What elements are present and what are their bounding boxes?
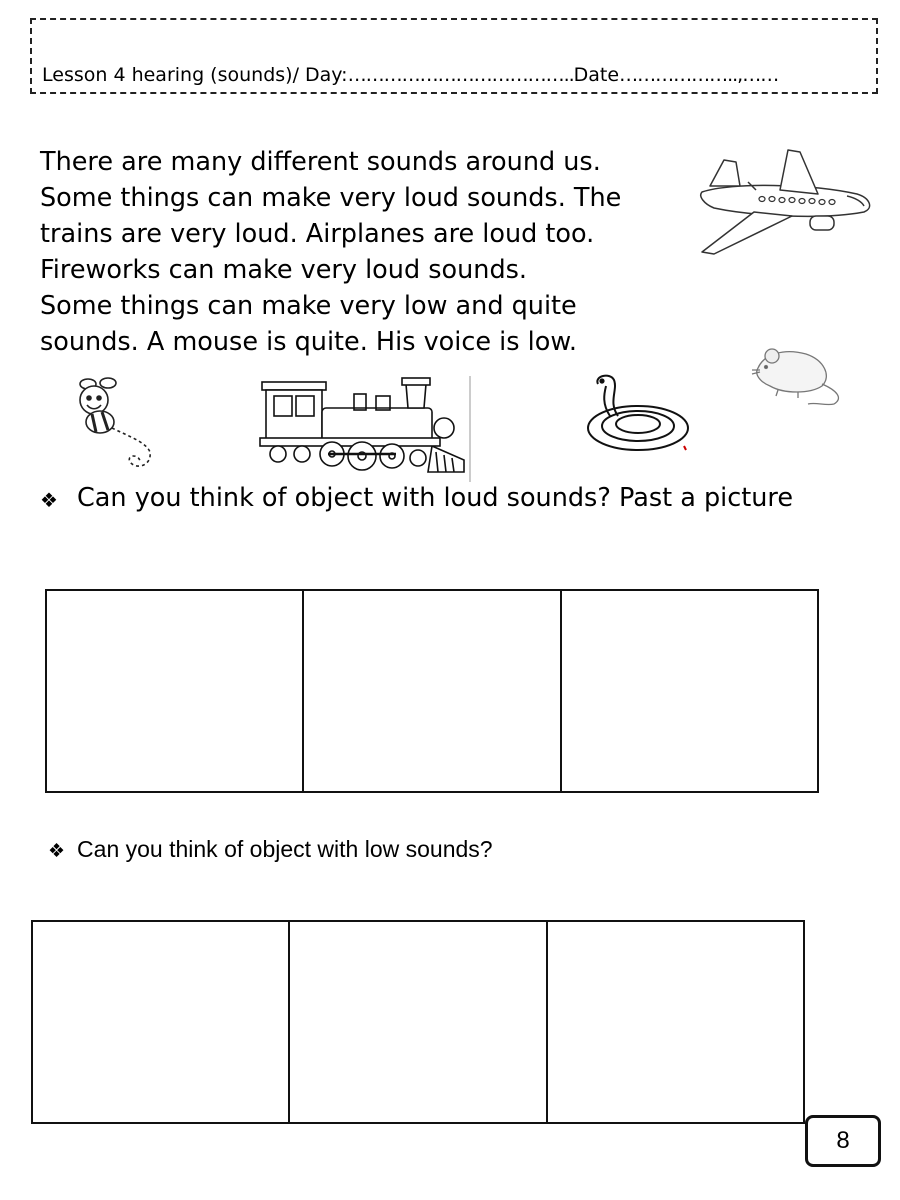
loud-answer-grid <box>45 589 819 793</box>
passage-line: Some things can make very low and quite <box>40 291 577 321</box>
bee-icon <box>66 374 162 476</box>
question-low-text: Can you think of object with low sounds? <box>77 836 493 862</box>
lesson-title: Lesson 4 hearing (sounds)/ Day: <box>42 64 348 86</box>
question-low <box>48 836 493 863</box>
answer-box[interactable] <box>562 591 817 791</box>
train-icon <box>258 376 472 484</box>
answer-box[interactable] <box>548 922 803 1122</box>
question-loud-text: Can you think of object with loud sounds? Past a picture <box>77 483 794 513</box>
lesson-header <box>42 64 778 86</box>
answer-box[interactable] <box>290 922 547 1122</box>
diamond-bullet-icon: ❖ <box>40 488 58 512</box>
snake-icon <box>584 372 694 456</box>
mouse-icon <box>748 340 846 408</box>
question-loud <box>40 480 800 516</box>
diamond-bullet-icon: ❖ <box>48 841 66 862</box>
passage-line: trains are very loud. Airplanes are loud too. <box>40 219 595 249</box>
reading-passage <box>40 144 680 360</box>
airplane-icon <box>692 146 876 262</box>
answer-box[interactable] <box>33 922 290 1122</box>
passage-line: There are many different sounds around us. <box>40 147 601 177</box>
answer-box[interactable] <box>304 591 561 791</box>
passage-line: Some things can make very loud sounds. The <box>40 183 622 213</box>
date-label: Date <box>573 64 620 86</box>
page-number: 8 <box>805 1115 881 1167</box>
header-box <box>30 18 878 94</box>
answer-box[interactable] <box>47 591 304 791</box>
day-blank[interactable]: ……………………………….. <box>347 64 574 86</box>
low-answer-grid <box>31 920 805 1124</box>
passage-line: sounds. A mouse is quite. His voice is low. <box>40 327 577 357</box>
passage-line: Fireworks can make very loud sounds. <box>40 255 528 285</box>
date-blank[interactable]: ………………..,…… <box>619 64 779 86</box>
